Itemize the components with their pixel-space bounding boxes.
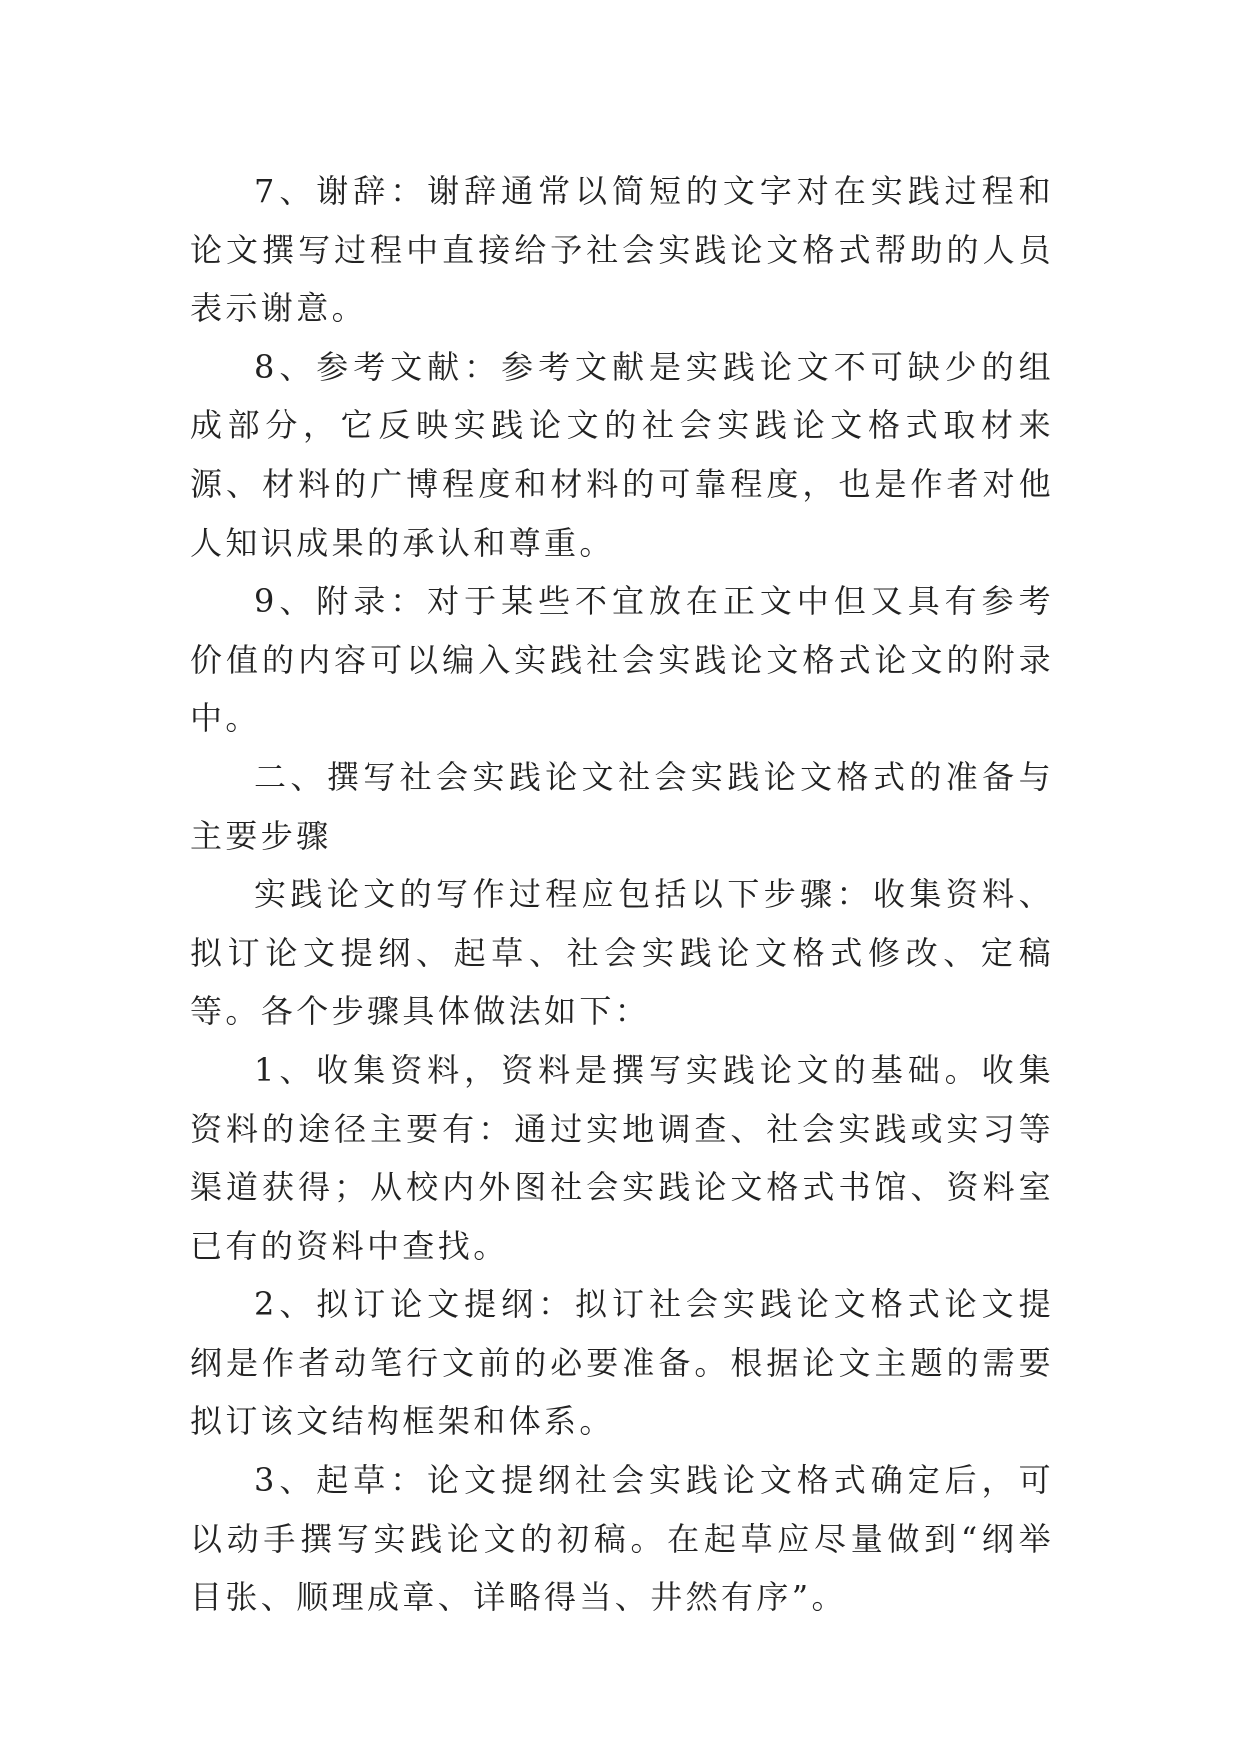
document-body bbox=[190, 162, 1054, 1627]
paragraph-outline: 2、拟订论文提纲：拟订社会实践论文格式论文提纲是作者动笔行文前的必要准备。根据论文主题的需要拟订该文结构框架和体系。 bbox=[190, 1285, 1054, 1441]
paragraph-steps-intro: 实践论文的写作过程应包括以下步骤：收集资料、拟订论文提纲、起草、社会实践论文格式修改、定稿等。各个步骤具体做法如下： bbox=[190, 875, 1054, 1031]
paragraph-acknowledgements: 7、谢辞：谢辞通常以简短的文字对在实践过程和论文撰写过程中直接给予社会实践论文格式帮助的人员表示谢意。 bbox=[190, 172, 1054, 328]
section-heading: 二、撰写社会实践论文社会实践论文格式的准备与主要步骤 bbox=[190, 757, 1054, 855]
paragraph-collect-materials: 1、收集资料，资料是撰写实践论文的基础。收集资料的途径主要有：通过实地调查、社会实践或实习等渠道获得；从校内外图社会实践论文格式书馆、资料室已有的资料中查找。 bbox=[190, 1050, 1054, 1265]
paragraph-drafting: 3、起草：论文提纲社会实践论文格式确定后，可以动手撰写实践论文的初稿。在起草应尽量做到“纲举目张、顺理成章、详略得当、井然有序”。 bbox=[190, 1461, 1054, 1617]
paragraph-appendix: 9、附录：对于某些不宜放在正文中但又具有参考价值的内容可以编入实践社会实践论文格式论文的附录中。 bbox=[190, 582, 1054, 738]
paragraph-references: 8、参考文献：参考文献是实践论文不可缺少的组成部分，它反映实践论文的社会实践论文格式取材来源、材料的广博程度和材料的可靠程度，也是作者对他人知识成果的承认和尊重。 bbox=[190, 347, 1054, 562]
